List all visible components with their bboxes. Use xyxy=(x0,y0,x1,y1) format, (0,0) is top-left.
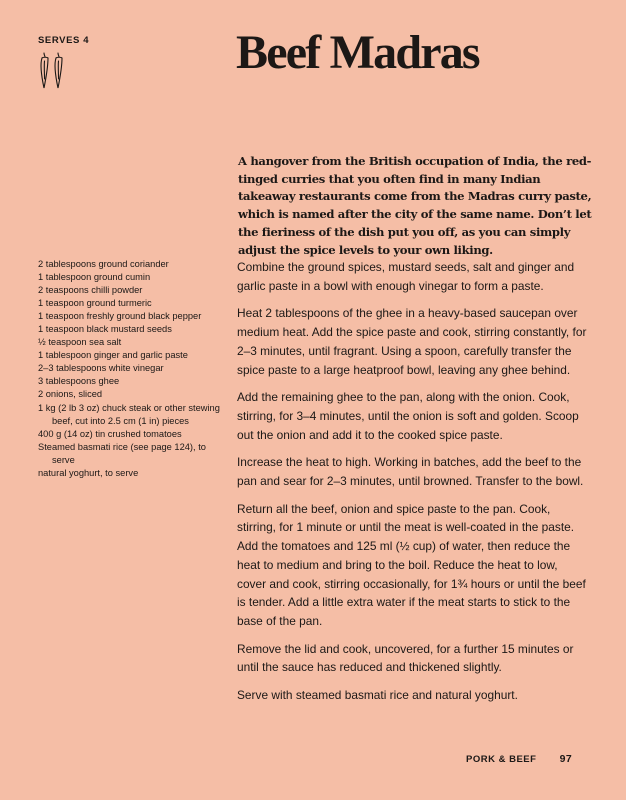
ingredient-list xyxy=(38,258,228,480)
heat-level xyxy=(36,52,68,90)
ingredient-item: 2 onions, sliced xyxy=(38,389,103,400)
method-step: Return all the beef, onion and spice paste to the pan. Cook, stirring, for 1 minute or until the meat is well-coated in the paste. Add the tomatoes and 125 ml (½ cup) of water, then reduce the heat to medium and bring to the boil. Reduce the heat to low, cover and cook, stirring occasionally, for 1¾ hours or until the beef is tender. Add a little extra water if the meat starts to stick to the base of the pan. xyxy=(237,501,586,628)
serves-label: SERVES 4 xyxy=(38,35,90,46)
method-step: Combine the ground spices, mustard seeds, salt and ginger and garlic paste in a bowl with enough vinegar to form a paste. xyxy=(237,260,575,293)
ingredient-item: 1 tablespoon ground cumin xyxy=(38,272,151,283)
ingredient-item: 1 teaspoon freshly ground black pepper xyxy=(38,311,202,322)
ingredient-item: Steamed basmati rice (see page 124), to serve xyxy=(38,441,206,465)
chilli-icon xyxy=(55,53,62,88)
recipe-intro: A hangover from the British occupation of India, the red-tinged curries that you often find in many Indian takeaway restaurants come from the Madras curry paste, which is named after the city of the same name. Don’t let the fieriness of the dish put you off, as you can simply adjust the spice levels to your own liking. xyxy=(238,154,592,257)
method-step: Serve with steamed basmati rice and natural yoghurt. xyxy=(237,688,518,703)
method-steps xyxy=(237,258,589,714)
ingredient-item: 1 teaspoon ground turmeric xyxy=(38,298,152,309)
page-number: 97 xyxy=(559,753,573,765)
ingredient-item: 2–3 tablespoons white vinegar xyxy=(38,363,164,374)
ingredient-item: natural yoghurt, to serve xyxy=(38,467,139,478)
method-step: Add the remaining ghee to the pan, along with the onion. Cook, stirring, for 3–4 minutes, until the onion is soft and golden. Scoop out the onion and add it to the cooked spice paste. xyxy=(237,390,579,442)
method-step: Increase the heat to high. Working in batches, add the beef to the pan and sear for 2–3 minutes, until browned. Transfer to the bowl. xyxy=(237,455,584,489)
ingredient-item: 3 tablespoons ghee xyxy=(38,376,120,387)
chilli-icon xyxy=(41,53,48,88)
ingredient-item: 1 teaspoon black mustard seeds xyxy=(38,324,172,335)
ingredient-item: 2 teaspoons chilli powder xyxy=(38,285,143,296)
ingredient-item: 400 g (14 oz) tin crushed tomatoes xyxy=(38,428,182,439)
method-step: Remove the lid and cook, uncovered, for a further 15 minutes or until the sauce has reduced and thickened slightly. xyxy=(237,641,574,675)
ingredient-item: 1 kg (2 lb 3 oz) chuck steak or other stewing beef, cut into 2.5 cm (1 in) pieces xyxy=(38,402,220,426)
ingredient-item: 1 tablespoon ginger and garlic paste xyxy=(38,350,188,361)
section-name: PORK & BEEF xyxy=(466,754,537,765)
chilli-icons xyxy=(36,52,68,90)
page-footer xyxy=(466,753,572,765)
ingredient-item: ½ teaspoon sea salt xyxy=(38,337,122,348)
recipe-title: Beef Madras xyxy=(236,26,479,79)
method-step: Heat 2 tablespoons of the ghee in a heavy-based saucepan over medium heat. Add the spice paste and cook, stirring constantly, for 2–3 minutes, until fragrant. Using a spoon, carefully transfer the spice paste to a large heatproof bowl, leaving any ghee behind. xyxy=(237,306,587,377)
ingredient-item: 2 tablespoons ground coriander xyxy=(38,259,169,269)
